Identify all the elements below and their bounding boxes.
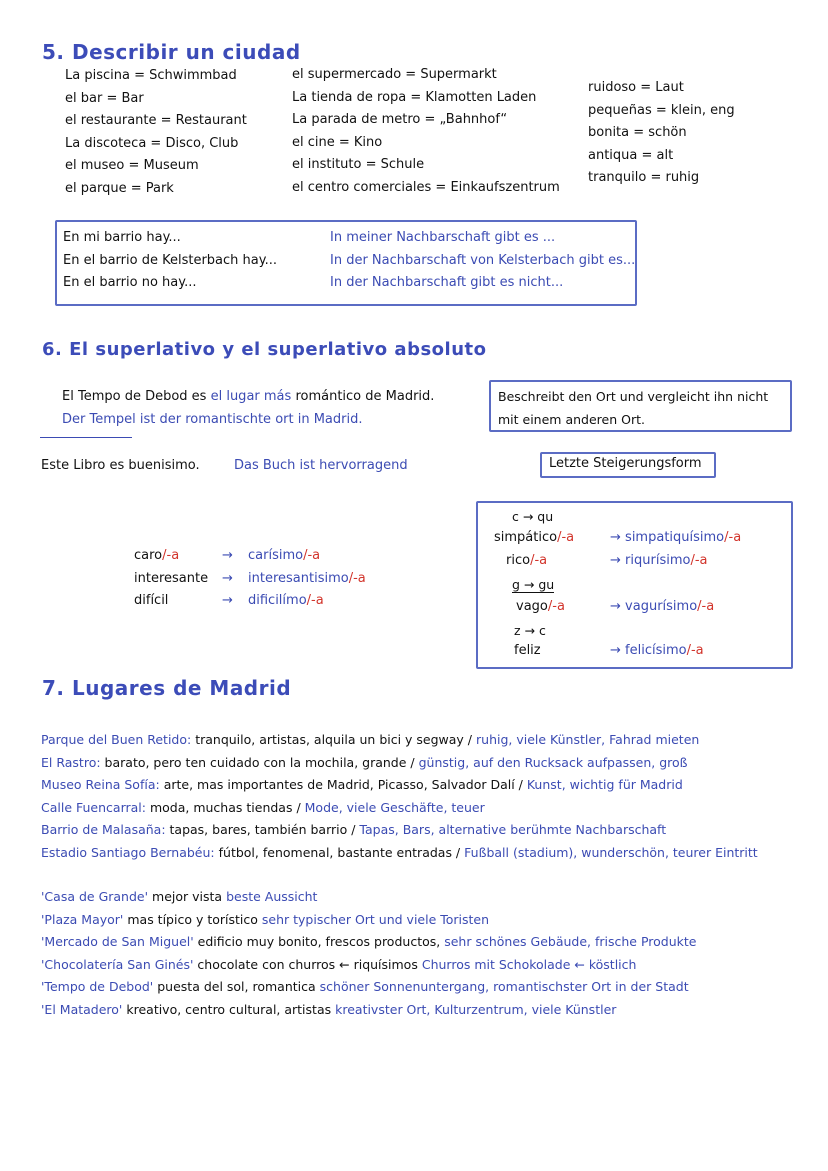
rule-result: → felicísimo/-a <box>610 643 704 658</box>
rule-base: vago/-a <box>516 599 565 614</box>
arrow-icon: → <box>222 570 233 586</box>
example-es-pre: El Tempo de Debod es <box>62 389 207 404</box>
vocab-item: La tienda de ropa = Klamotten Laden <box>292 89 537 105</box>
places-list <box>41 729 758 864</box>
phrase-de: In der Nachbarschaft gibt es nicht... <box>330 275 564 290</box>
phrase-de: In der Nachbarschaft von Kelsterbach gibt es... <box>330 252 636 268</box>
left-arrows <box>222 548 233 616</box>
libro-example-es: Este Libro es buenisimo. <box>41 458 200 473</box>
adjective-item: bonita = schön <box>588 125 687 140</box>
rule-c-qu: c → qu <box>512 509 554 524</box>
example-es-post: romántico de Madrid. <box>295 389 435 404</box>
adjective-item: ruidoso = Laut <box>588 80 684 95</box>
arrow-icon: → <box>610 643 621 658</box>
list-item: Museo Reina Sofía: arte, mas importantes de Madrid, Picasso, Salvador Dalí / Kunst, wichtig für Madrid <box>41 777 683 792</box>
rule-base: rico/-a <box>506 553 548 568</box>
list-item: Calle Fuencarral: moda, muchas tiendas / Mode, viele Geschäfte, teuer <box>41 799 485 815</box>
note-box-text <box>498 389 768 434</box>
section-5-title: 5. Describir un ciudad <box>42 40 301 64</box>
superlative-example-es <box>62 389 434 404</box>
list-item: Barrio de Malasaña: tapas, bares, también barrio / Tapas, Bars, alternative berühmte Nachbarschaft <box>41 822 667 837</box>
adjective-item: pequeñas = klein, eng <box>588 102 735 118</box>
phrase-de: In meiner Nachbarschaft gibt es ... <box>330 230 556 245</box>
vocab-item: La piscina = Schwimmbad <box>65 68 237 83</box>
list-item: El Rastro: barato, pero ten cuidado con la mochila, grande / günstig, auf den Rucksack aufpassen, groß <box>41 754 688 770</box>
phrase-es: En el barrio de Kelsterbach hay... <box>63 252 277 268</box>
arrow-icon: → <box>610 530 621 545</box>
rule-base: feliz <box>514 643 541 658</box>
section-6-title: 6. El superlativo y el superlativo absoluto <box>42 339 487 360</box>
adjective-item: antiqua = alt <box>588 147 674 163</box>
rule-result: → vagurísimo/-a <box>610 599 715 614</box>
note-line: mit einem anderen Ort. <box>498 411 645 427</box>
section-5-col3 <box>588 80 735 193</box>
arrow-icon: → <box>222 593 233 608</box>
base-form: difícil <box>134 593 169 608</box>
list-item: 'Mercado de San Miguel' edificio muy bonito, frescos productos, sehr schönes Gebäude, frische Produkte <box>41 934 697 949</box>
example-es-mid: el lugar más <box>210 389 292 404</box>
label-box-text: Letzte Steigerungsform <box>549 456 702 471</box>
result-form: dificilímo/-a <box>248 593 324 608</box>
note-line: Beschreibt den Ort und vergleicht ihn nicht <box>498 389 769 404</box>
vocab-item: el supermercado = Supermarkt <box>292 67 497 82</box>
base-form: caro/-a <box>134 548 180 563</box>
list-item: Estadio Santiago Bernabéu: fútbol, fenomenal, bastante entradas / Fußball (stadium), wunderschön, teurer Eintritt <box>41 844 758 860</box>
adjective-item: tranquilo = ruhig <box>588 170 700 185</box>
arrow-icon: → <box>610 599 621 614</box>
phrase-box-german <box>330 230 635 298</box>
vocab-item: el centro comerciales = Einkaufszentrum <box>292 179 560 195</box>
rule-base: simpático/-a <box>494 530 575 545</box>
vocab-item: el restaurante = Restaurant <box>65 113 247 128</box>
spots-list <box>41 886 696 1021</box>
left-result-forms <box>248 548 366 616</box>
vocab-item: el instituto = Schule <box>292 157 425 172</box>
base-form: interesante <box>134 570 209 586</box>
result-form: carísimo/-a <box>248 548 321 563</box>
left-base-forms <box>134 548 208 616</box>
rule-g-gu: g → gu <box>512 577 555 592</box>
vocab-item: el parque = Park <box>65 180 174 196</box>
list-item: 'Chocolatería San Ginés' chocolate con churros ← riquísimos Churros mit Schokolade ← köstlich <box>41 956 637 972</box>
phrase-es: En el barrio no hay... <box>63 275 197 290</box>
section-5-col1 <box>65 68 247 203</box>
phrase-box-spanish <box>63 230 277 298</box>
arrow-icon: → <box>222 548 233 563</box>
rule-result: → simpatiquísimo/-a <box>610 530 742 545</box>
result-form: interesantisimo/-a <box>248 570 366 586</box>
rule-result: → riqurísimo/-a <box>610 553 708 568</box>
libro-example-de: Das Buch ist hervorragend <box>234 458 408 473</box>
rule-z-c: z → c <box>514 623 546 638</box>
list-item: 'Casa de Grande' mejor vista beste Aussicht <box>41 889 318 904</box>
arrow-icon: → <box>610 553 621 568</box>
vocab-item: La discoteca = Disco, Club <box>65 135 239 151</box>
section-5-col2 <box>292 67 560 202</box>
vocab-item: el museo = Museum <box>65 158 199 173</box>
vocab-item: el cine = Kino <box>292 134 383 150</box>
vocab-item: La parada de metro = „Bahnhof“ <box>292 112 508 127</box>
list-item: Parque del Buen Retido: tranquilo, artistas, alquila un bici y segway / ruhig, viele Künstler, Fahrad mieten <box>41 732 700 747</box>
vocab-item: el bar = Bar <box>65 90 144 106</box>
list-item: 'Plaza Mayor' mas típico y torístico sehr typischer Ort und viele Toristen <box>41 911 490 927</box>
divider <box>40 437 132 438</box>
superlative-example-de: Der Tempel ist der romantischte ort in Madrid. <box>62 412 363 427</box>
phrase-es: En mi barrio hay... <box>63 230 181 245</box>
section-7-title: 7. Lugares de Madrid <box>42 676 292 700</box>
list-item: 'El Matadero' kreativo, centro cultural, artistas kreativster Ort, Kulturzentrum, viele Künstler <box>41 1001 617 1017</box>
list-item: 'Tempo de Debod' puesta del sol, romantica schöner Sonnenuntergang, romantischster Ort in der Stadt <box>41 979 689 994</box>
